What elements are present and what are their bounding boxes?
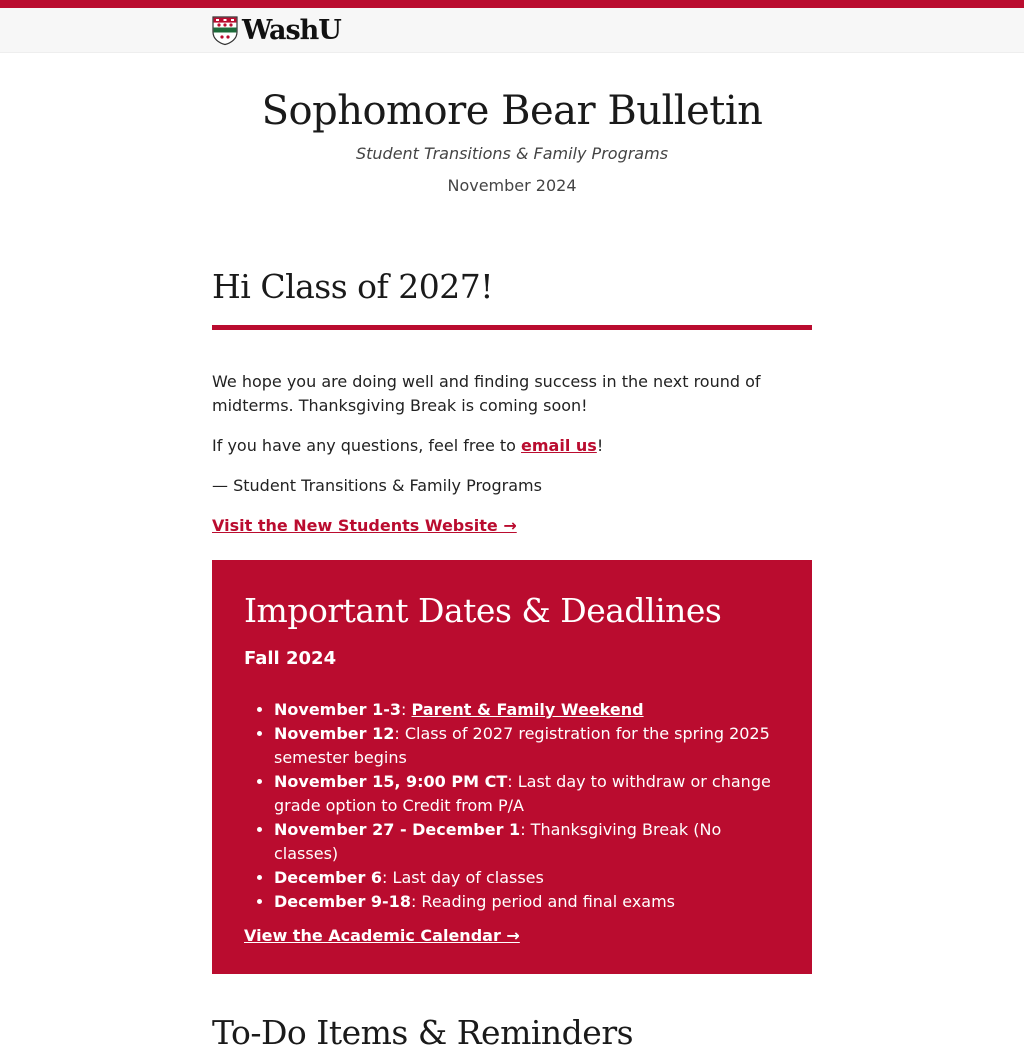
newsletter-subtitle: Student Transitions & Family Programs [355,144,669,163]
new-students-website-link[interactable]: Visit the New Students Website → [212,516,517,535]
logo-bar [0,8,1024,53]
important-dates-heading: Important Dates & Deadlines [244,591,722,630]
dates-list [244,698,780,914]
list-item [274,722,780,770]
date-separator: : [401,700,412,719]
questions-prefix: If you have any questions, feel free to [212,436,522,455]
email-us-link[interactable]: email us [521,436,597,455]
washu-logo[interactable] [212,16,341,45]
heading-divider [212,325,812,330]
parent-family-weekend-link[interactable]: Parent & Family Weekend [411,700,644,719]
date-description: : Thanksgiving Break (No classes) [274,820,722,863]
newsletter-title: Sophomore Bear Bulletin [261,88,763,134]
newsletter-content [212,197,812,1054]
important-dates-box [212,560,812,974]
date-label: November 12 [274,724,395,743]
logo-wordmark: WashU [242,14,341,46]
date-label: December 6 [274,868,383,887]
list-item [274,890,780,914]
list-item [274,698,780,722]
date-description: : Last day of classes [382,868,544,887]
todo-heading: To-Do Items & Reminders [212,1013,634,1052]
list-item [274,770,780,818]
date-description: : Last day to withdraw or change grade option to Credit from P/A [274,772,771,815]
date-label: November 15, 9:00 PM CT [274,772,508,791]
intro-paragraph: We hope you are doing well and finding success in the next round of midterms. Thanksgiving Break is coming soon! [212,372,761,415]
list-item [274,818,780,866]
website-link-paragraph [212,514,812,538]
newsletter-masthead [0,53,1024,197]
term-heading: Fall 2024 [244,648,337,669]
top-accent-stripe [0,0,1024,8]
academic-calendar-link[interactable]: View the Academic Calendar → [244,926,520,945]
date-label: December 9-18 [274,892,411,911]
date-description: : Class of 2027 registration for the spring 2025 semester begins [274,724,770,767]
date-label: November 1-3 [274,700,402,719]
questions-paragraph [212,434,812,458]
greeting-heading: Hi Class of 2027! [212,267,493,306]
date-description: : Reading period and final exams [410,892,676,911]
date-label: November 27 - December 1 [274,820,521,839]
questions-suffix: ! [596,436,604,455]
shield-icon [212,16,238,45]
list-item [274,866,780,890]
newsletter-date: November 2024 [447,176,577,195]
signature: — Student Transitions & Family Programs [212,476,542,495]
